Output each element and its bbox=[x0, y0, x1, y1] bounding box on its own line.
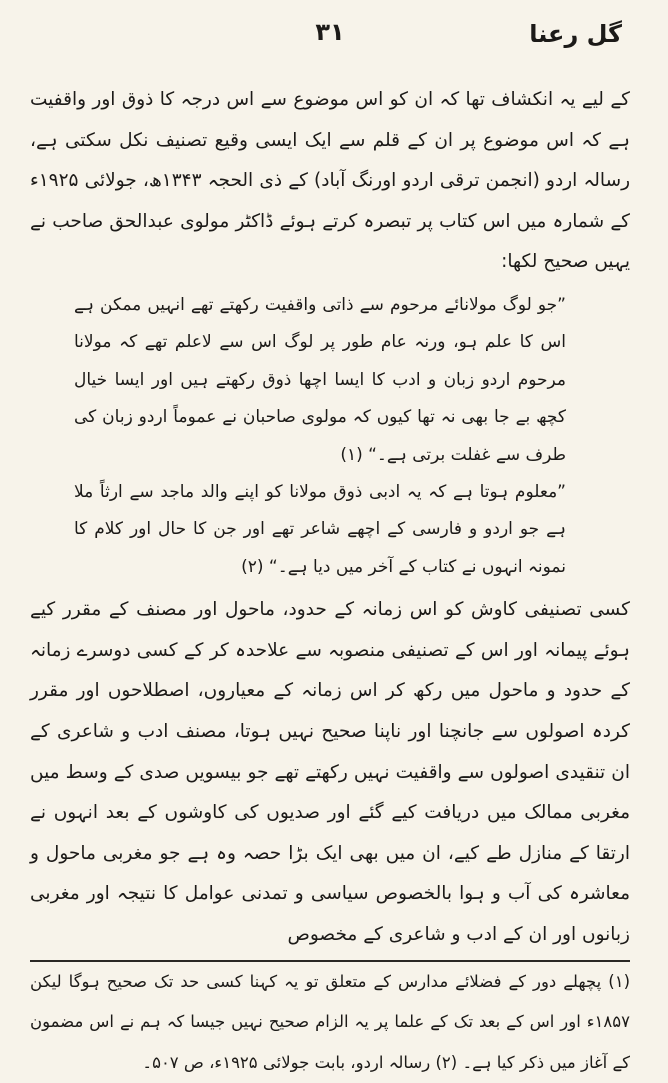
footnote-text: (۱) پچھلے دور کے فضلائے مدارس کے متعلق تو یہ کہنا کسی حد تک صحیح ہوگا لیکن ۱۸۵۷ء اور اس کے بعد تک کے علما پر یہ الزام صحیح نہیں جیسا کہ ہم نے اس مضمون کے آغاز میں ذکر کیا ہے۔ (۲) رسالہ اردو، بابت جولائی ۱۹۲۵ء، ص ۵۰۷۔ bbox=[30, 971, 630, 1072]
block-quote bbox=[74, 287, 566, 586]
footnotes bbox=[30, 962, 630, 1083]
running-title: گل رعنا bbox=[529, 20, 622, 48]
main-text bbox=[30, 80, 630, 956]
quote-1: ”جو لوگ مولانائے مرحوم سے ذاتی واقفیت رکھتے تھے انہیں ممکن ہے اس کا علم ہو، ورنہ عام طور پر لوگ اس سے لاعلم تھے کہ مولانا مرحوم اردو زبان و ادب کا ایسا اچھا ذوق رکھتے ہیں اور ایسا خیال کچھ بے جا بھی نہ تھا کیوں کہ مولوی صاحبان نے عموماً اردو زبان کی طرف سے غفلت برتی ہے۔“ (۱) bbox=[74, 294, 566, 465]
paragraph-2: کسی تصنیفی کاوش کو اس زمانہ کے حدود، ماحول اور مصنف کے مقرر کیے ہوئے پیمانہ اور اس کے تصنیفی منصوبہ سے علاحدہ کر کے کسی دوسرے زمانہ کے حدود و ماحول میں رکھ کر اس زمانہ کے معیاروں، اصطلاحوں اور مقرر کردہ اصولوں سے جانچنا اور ناپنا صحیح نہیں ہوتا، مصنف ادب و شاعری کے ان تنقیدی اصولوں سے واقفیت نہیں رکھتے تھے جو بیسویں صدی کے وسط میں مغربی ممالک میں دریافت کیے گئے اور صدیوں کی کاوشوں کے بعد انہوں نے ارتقا کے منازل طے کیے، ان میں بھی ایک بڑا حصہ وہ ہے جو مغربی ماحول و معاشرہ کی آب و ہوا بالخصوص سیاسی و تمدنی عوامل کا نتیجہ اور مغربی زبانوں اور ان کے ادب و شاعری کے مخصوص bbox=[30, 599, 630, 945]
page-number: ۳۱ bbox=[315, 18, 345, 46]
quote-2: ”معلوم ہوتا ہے کہ یہ ادبی ذوق مولانا کو اپنے والد ماجد سے ارثاً ملا ہے جو اردو و فارسی کے اچھے شاعر تھے اور جن کا حال اور کلام کا نمونہ انہوں نے کتاب کے آخر میں دیا ہے۔“ (۲) bbox=[74, 482, 566, 577]
paragraph-1: کے لیے یہ انکشاف تھا کہ ان کو اس موضوع سے اس درجہ کا ذوق اور واقفیت ہے کہ اس موضوع پر ان کے قلم سے ایک ایسی وقیع تصنیف نکل سکتی ہے، رسالہ اردو (انجمن ترقی اردو اورنگ آباد) کے ذی الحجہ ۱۳۴۳ھ، جولائی ۱۹۲۵ء کے شمارہ میں اس کتاب پر تبصرہ کرتے ہوئے ڈاکٹر مولوی عبدالحق صاحب نے یہیں صحیح لکھا: bbox=[30, 89, 630, 273]
page-header bbox=[30, 14, 630, 54]
